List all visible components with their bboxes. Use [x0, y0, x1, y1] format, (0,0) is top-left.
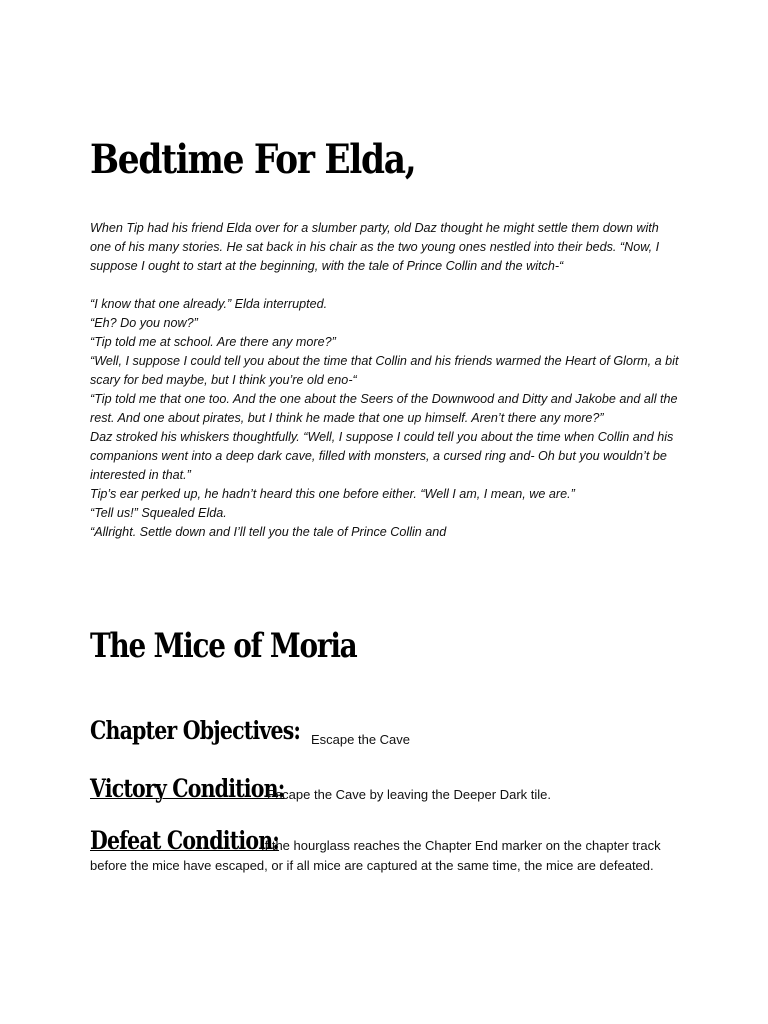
story-line: “Tell us!” Squealed Elda. — [90, 506, 227, 520]
defeat-value: If the hourglass reaches the Chapter End marker on the chapter track before the mice have escaped, or if all mice are captured at the same time, the mice are defeated. — [90, 838, 661, 873]
victory-value: Escape the Cave by leaving the Deeper Dark tile. — [267, 787, 551, 802]
paragraph-gap — [90, 276, 680, 295]
defeat-condition — [90, 826, 690, 876]
story-line: Daz stroked his whiskers thoughtfully. “Well, I suppose I could tell you about the time when Collin and his companions went into a deep dark cave, filled with monsters, a cursed ring and- Oh but you wouldn’t be interested in that.” — [90, 430, 674, 482]
objectives-value: Escape the Cave — [311, 732, 411, 747]
victory-condition — [90, 774, 690, 803]
story-line: “Eh? Do you now?” — [90, 316, 198, 330]
objectives-label: Chapter Objectives: — [90, 716, 301, 745]
story-line: Tip’s ear perked up, he hadn’t heard this one before either. “Well I am, I mean, we are.” — [90, 487, 575, 501]
story-line: “Well, I suppose I could tell you about the time that Collin and his friends warmed the Heart of Glorm, a bit scary for bed maybe, but I think you’re old eno-“ — [90, 354, 679, 387]
story-line: “Tip told me at school. Are there any more?” — [90, 335, 336, 349]
defeat-label: Defeat Condition: — [90, 826, 280, 855]
story-line: “I know that one already.” Elda interrupted. — [90, 297, 328, 311]
victory-label: Victory Condition: — [90, 774, 285, 803]
story-text — [90, 219, 680, 542]
chapter-objectives — [90, 716, 690, 745]
chapter-title: The Mice of Moria — [90, 626, 357, 666]
story-intro: When Tip had his friend Elda over for a slumber party, old Daz thought he might settle them down with one of his many stories. He sat back in his chair as the two young ones nestled into their beds. “Now, I suppose I ought to start at the beginning, with the tale of Prince Collin and the witch-“ — [90, 221, 660, 273]
story-line: “Tip told me that one too. And the one about the Seers of the Downwood and Ditty and Jakobe and all the rest. And one about pirates, but I think he made that one up himself. Aren’t there any more?” — [90, 392, 678, 425]
page-title: Bedtime For Elda, — [90, 136, 416, 183]
story-line: “Allright. Settle down and I’ll tell you the tale of Prince Collin and — [90, 525, 447, 539]
